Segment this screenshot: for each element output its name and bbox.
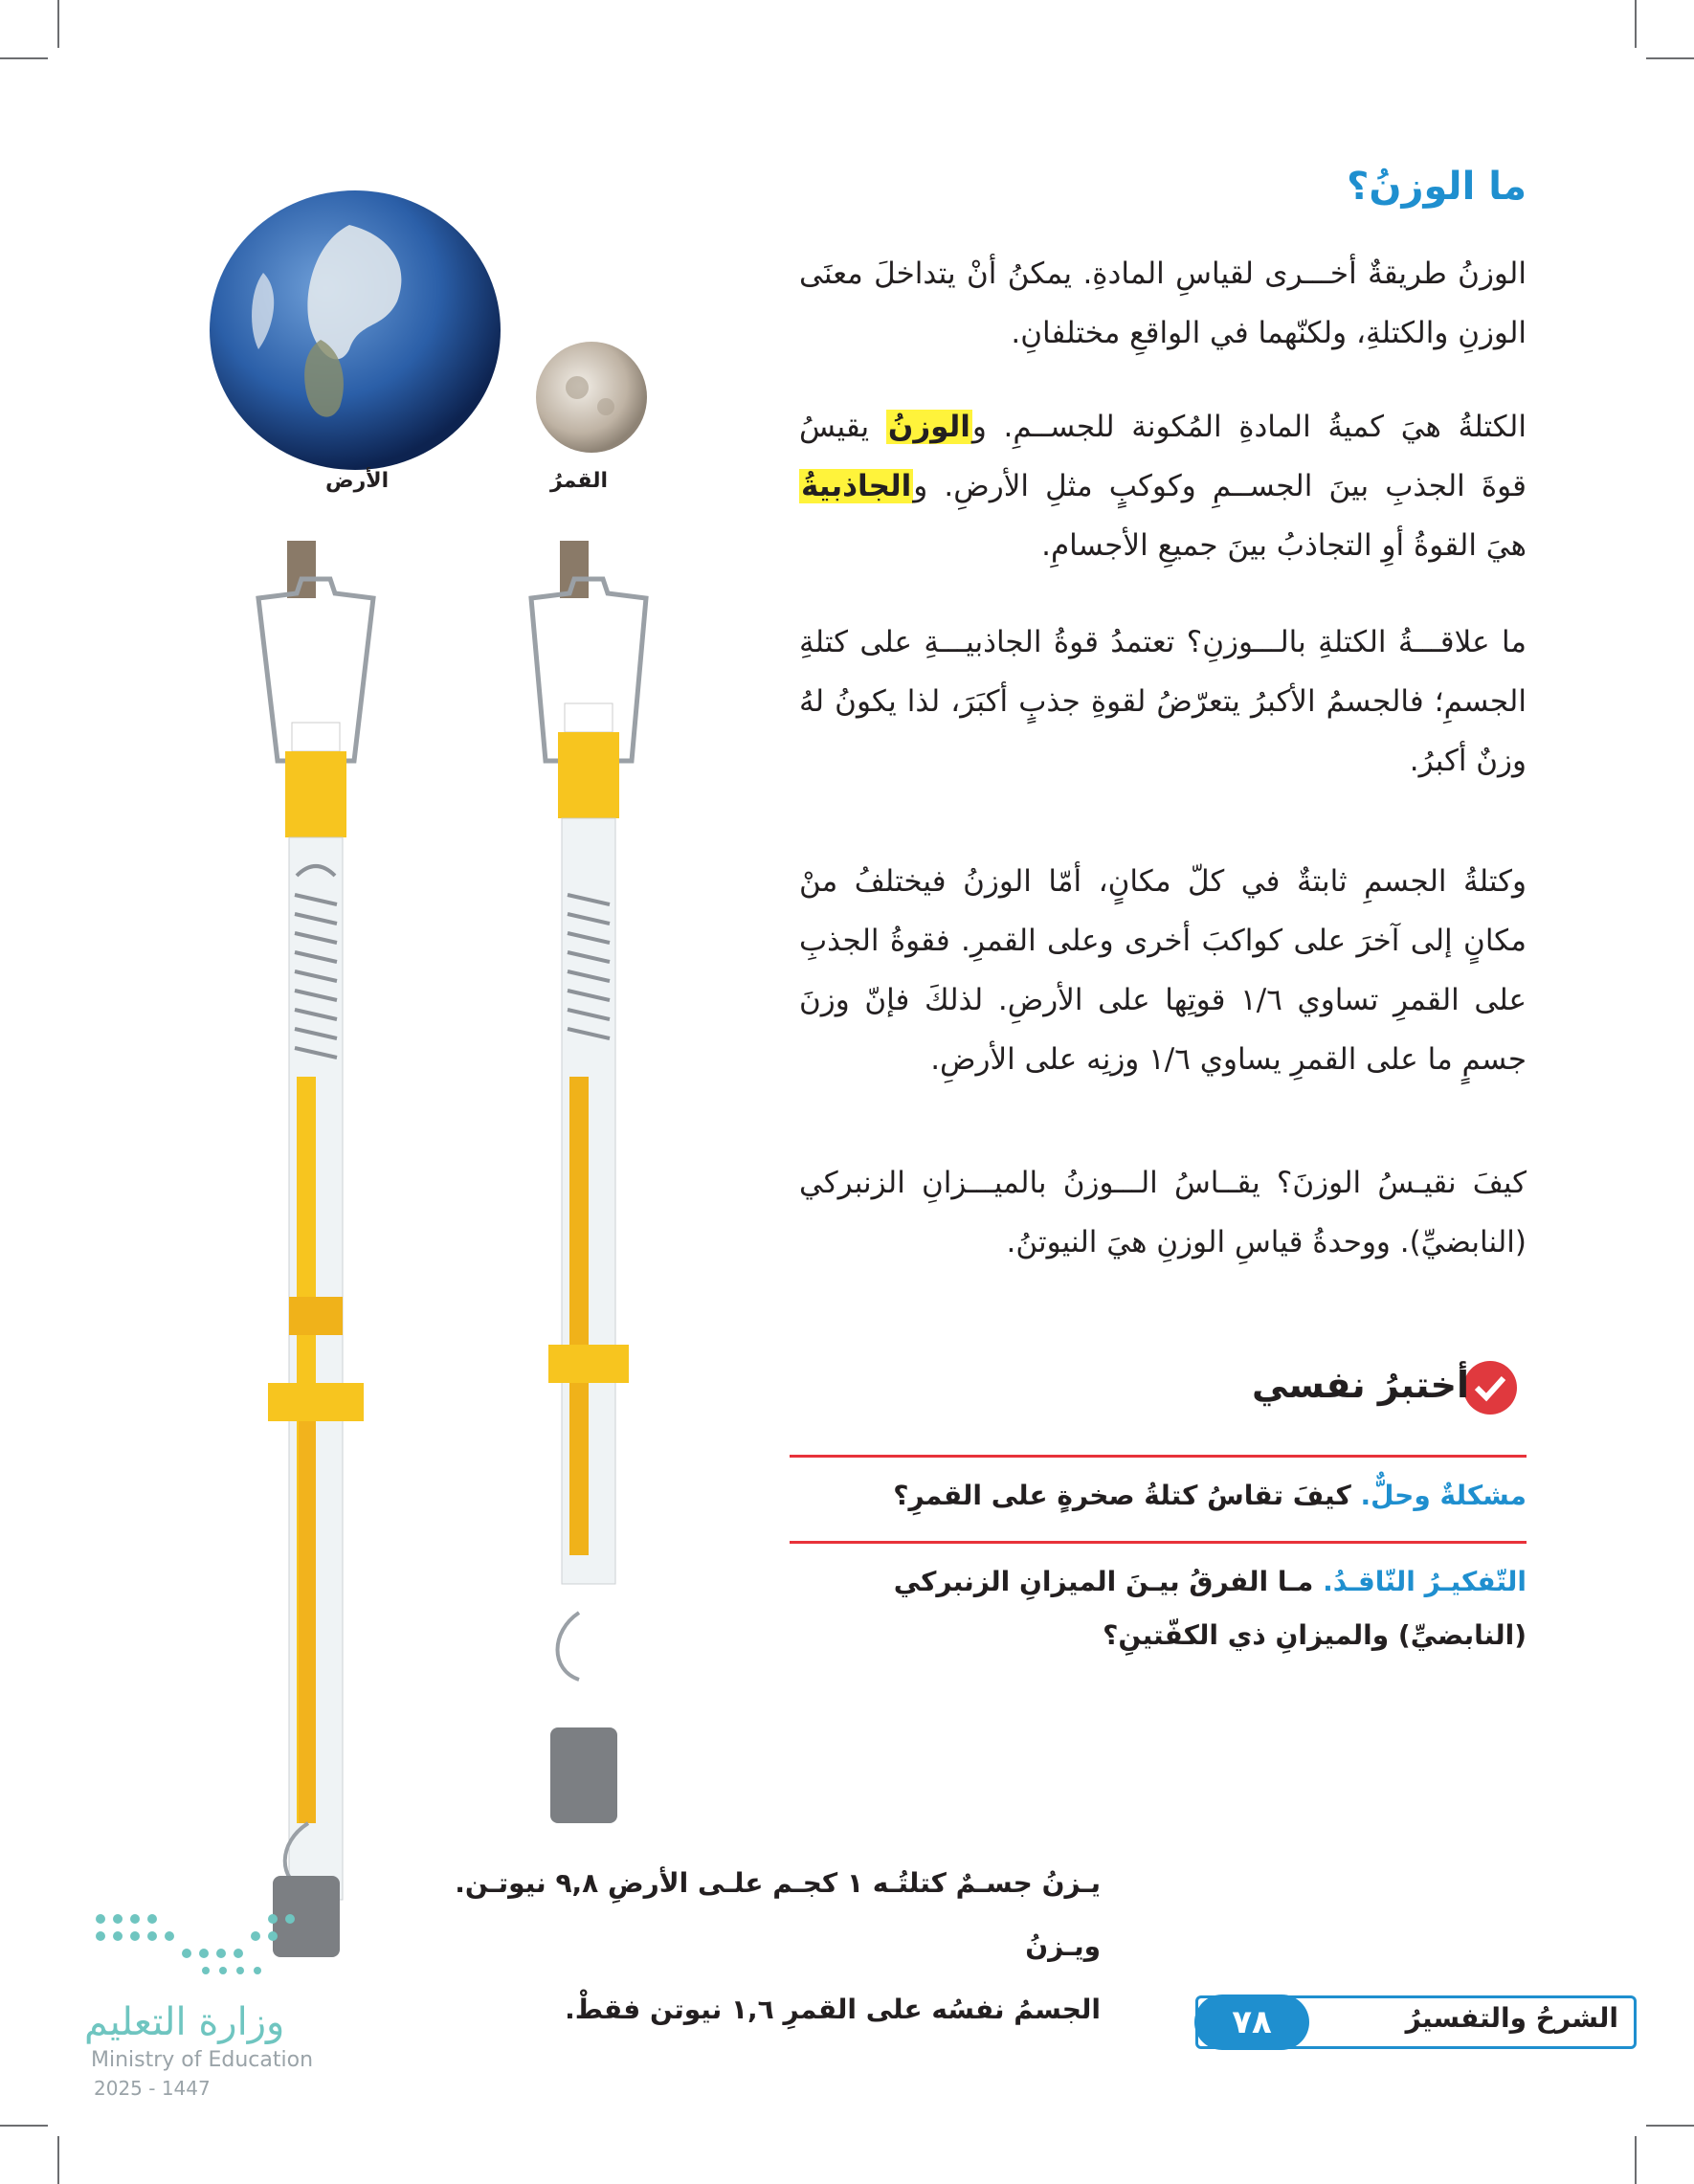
paragraph-2-part: يقيسُ قوةَ الجذبِ بينَ الجســمِ وكوكبٍ مثلِ الأرضِ. و [799,410,1527,503]
page-number: ٧٨ [1194,1995,1309,2050]
ministry-logo-dots [91,1909,301,1986]
review-title: أختبرُ نفسي [1251,1364,1469,1406]
crop-mark [57,2136,59,2184]
ministry-year: 2025 - 1447 [94,2077,211,2100]
highlight-gravity: الجاذبيةُ [801,469,912,503]
paragraph-3: ما علاقـــةُ الكتلةِ بالـــوزنِ؟ تعتمدُ قوةُ الجاذبيـــةِ على كتلةِ الجسمِ؛ فالجسمُ الأكبرُ يتعرّضُ لقوةِ جذبٍ أكبَرَ، لذا يكونُ لهُ وزنٌ أكبرُ. [799,625,1527,778]
footer-section-label: الشرحُ والتفسيرُ [1405,2002,1618,2034]
review-divider [790,1541,1527,1544]
crop-mark [0,2125,48,2127]
ministry-name-arabic: وزارة التعليم [84,2000,285,2044]
moon-image [534,340,649,455]
earth-image [206,187,504,474]
paragraph-4-wrap [799,852,1527,1089]
moon-label: القمرُ [550,469,609,493]
footer-section-box [1195,1995,1637,2049]
spring-scale-earth [239,541,392,1967]
paragraph-3-wrap [799,613,1527,791]
question-1-lead: مشكلةٌ وحلٌّ. [1360,1480,1527,1511]
crop-mark [1646,2125,1694,2127]
ministry-name-english: Ministry of Education [91,2048,314,2072]
paragraph-4: وكتلةُ الجسمِ ثابتةٌ في كلّ مكانٍ، أمّا الوزنُ فيختلفُ منْ مكانٍ إلى آخرَ على كواكبَ أخرى وعلى القمرِ. فقوةُ الجذبِ على القمرِ تساوي ١/٦ قوتِها على الأرضِ. لذلكَ فإنّ وزنَ جسمٍ ما على القمرِ يساوي ١/٦ وزنِه على الأرضِ. [799,864,1527,1077]
paragraph-5: كيفَ نقيـسُ الوزنَ؟ يقــاسُ الـــوزنُ بالميـــزانِ الزنبركي (النابضيِّ). ووحدةُ قياسِ الوزنِ هيَ النيوتنُ. [799,1166,1527,1259]
crop-mark [1646,57,1694,59]
review-question-1 [790,1469,1527,1523]
crop-mark [57,0,59,48]
paragraph-2-wrap [799,397,1527,575]
image-caption [412,1852,1101,2041]
crop-mark [1635,2136,1637,2184]
section-heading: ما الوزنُ؟ [1347,165,1527,209]
paragraph-5-wrap [799,1153,1527,1272]
caption-line-2: الجسمُ نفسُه على القمرِ ١,٦ نيوتن فقطْ. [565,1994,1101,2025]
paragraph-2 [799,397,1527,575]
question-1-text: كيفَ تقاسُ كتلةُ صخرةٍ على القمرِ؟ [893,1480,1361,1511]
spring-scale-moon [522,541,656,1828]
earth-label: الأرض [325,469,390,493]
paragraph-2-part: الكتلةُ هيَ كميةُ المادةِ المُكونة للجســمِ. و [971,410,1527,444]
caption-line-1: يـزنُ جسـمٌ كتلتُـه ١ كجـم علـى الأرضِ ٩,٨ نيوتـن. ويـزنُ [455,1867,1101,1962]
review-question-2 [790,1555,1527,1662]
highlight-weight: الوزنُ [887,410,970,444]
question-2-lead: التّفكيـرُ النّاقـدُ. [1323,1566,1527,1597]
paragraph-1: الوزنُ طريقةٌ أخـــرى لقياسِ المادةِ. يمكنُ أنْ يتداخلَ معنَى الوزنِ والكتلةِ، ولكنّهما في الواقعِ مختلفانِ. [799,256,1527,350]
question-2-text: مـا الفرقُ بيـنَ الميزانِ الزنبركي (النابضيِّ) والميزانِ ذي الكفّتينِ؟ [893,1566,1527,1651]
review-divider [790,1455,1527,1458]
crop-mark [0,57,48,59]
paragraph-1-wrap [799,244,1527,363]
crop-mark [1635,0,1637,48]
paragraph-2-part: هيَ القوةُ أوِ التجاذبُ بينَ جميعِ الأجسامِ. [1041,528,1527,563]
